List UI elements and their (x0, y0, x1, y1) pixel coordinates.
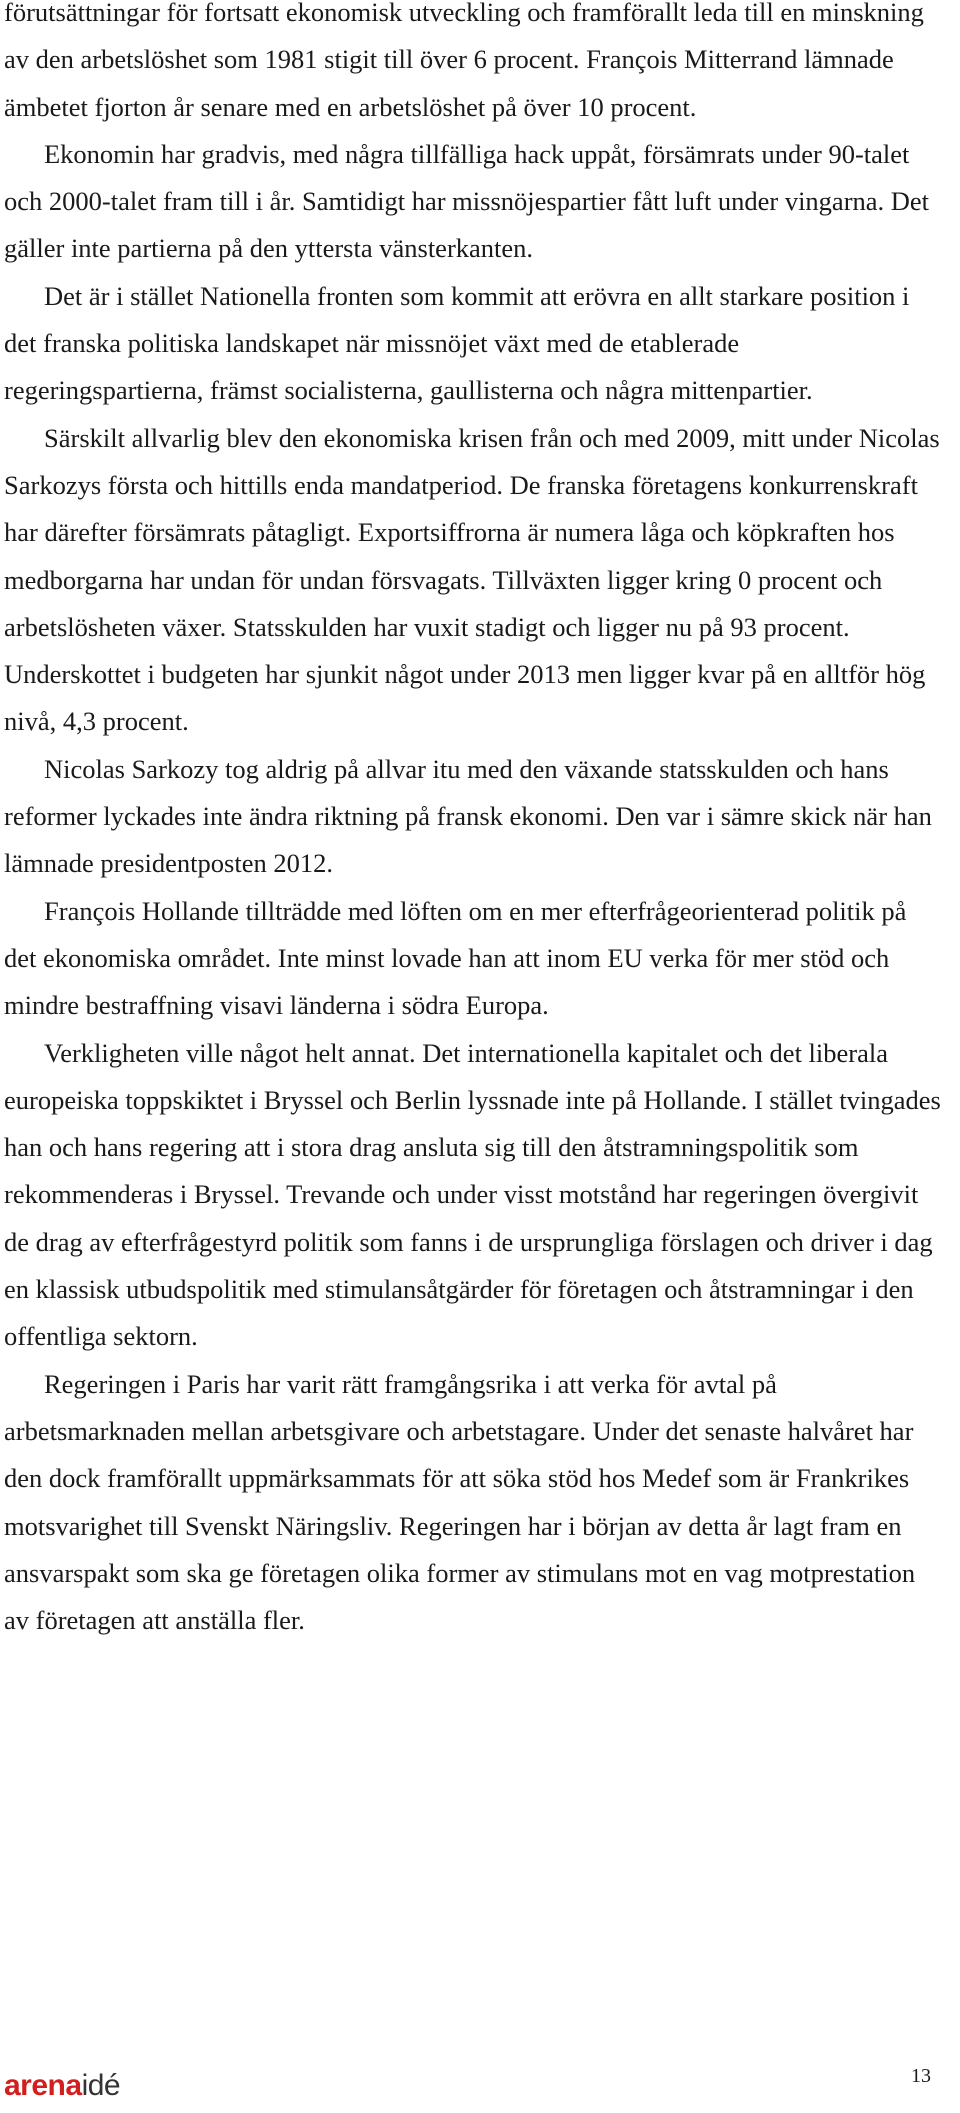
logo-text-ide: idé (81, 2069, 121, 2102)
page-footer (0, 2053, 960, 2113)
paragraph: François Hollande tillträdde med löften om en mer efterfrågeorienterad politik på det ekonomiska området. Inte minst lovade han att inom EU verka för mer stöd och mindre bestraffning visavi länderna i södra Europa. (4, 895, 907, 1021)
logo-text-arena: arena (4, 2069, 82, 2102)
paragraph: Verkligheten ville något helt annat. Det internationella kapitalet och det liberala europeiska toppskiktet i Bryssel och Berlin lyssnade inte på Hollande. I stället tvingades han och hans regering att i stora drag ansluta sig till den åtstramningspolitik som rekommenderas i Bryssel. Trevande och under visst motstånd har regeringen övergivit de drag av efterfrågestyrd politik som fanns i de ursprungliga förslagen och driver i dag en klassisk utbudspolitik med stimulansåtgärder för företagen och åtstramningar i den offentliga sektorn. (4, 1037, 941, 1352)
arenaide-logo (4, 2071, 120, 2101)
paragraph: Särskilt allvarlig blev den ekonomiska krisen från och med 2009, mitt under Nicolas Sarkozys första och hittills enda mandatperiod. De franska företagens konkurrenskraft har därefter försämrats påtagligt. Exportsiffrorna är numera låga och köpkraften hos medborgarna har undan för undan försvagats. Tillväxten ligger kring 0 procent och arbetslösheten växer. Statsskulden har vuxit stadigt och ligger nu på 93 procent. Underskottet i budgeten har sjunkit något under 2013 men ligger kvar på en alltför hög nivå, 4,3 procent. (4, 422, 940, 737)
paragraph: Ekonomin har gradvis, med några tillfälliga hack uppåt, försämrats under 90-talet och 2000-talet fram till i år. Samtidigt har missnöjespartier fått luft under vingarna. Det gäller inte partierna på den yttersta vänsterkanten. (4, 138, 930, 264)
paragraph: Det är i stället Nationella fronten som kommit att erövra en allt starkare position i det franska politiska landskapet när missnöjet växt med de etablerade regeringspartierna, främst socialisterna, gaullisterna och några mittenpartier. (4, 280, 910, 406)
document-body (4, 0, 944, 1644)
paragraph: Nicolas Sarkozy tog aldrig på allvar itu med den växande statsskulden och hans reformer lyckades inte ändra riktning på fransk ekonomi. Den var i sämre skick när han lämnade presidentposten 2012. (4, 753, 932, 879)
page-number: 13 (911, 2065, 931, 2087)
paragraph: Regeringen i Paris har varit rätt framgångsrika i att verka för avtal på arbetsmarknaden mellan arbetsgivare och arbetstagare. Under det senaste halvåret har den dock framförallt uppmärksammats för att söka stöd hos Medef som är Frankrikes motsvarighet till Svenskt Näringsliv. Regeringen har i början av detta år lagt fram en ansvarspakt som ska ge företagen olika former av stimulans mot en vag motprestation av företagen att anställa fler. (4, 1368, 916, 1636)
paragraph: förutsättningar för fortsatt ekonomisk utveckling och framförallt leda till en minskning av den arbetslöshet som 1981 stigit till över 6 procent. François Mitterrand lämnade ämbetet fjorton år senare med en arbetslöshet på över 10 procent. (4, 0, 924, 122)
